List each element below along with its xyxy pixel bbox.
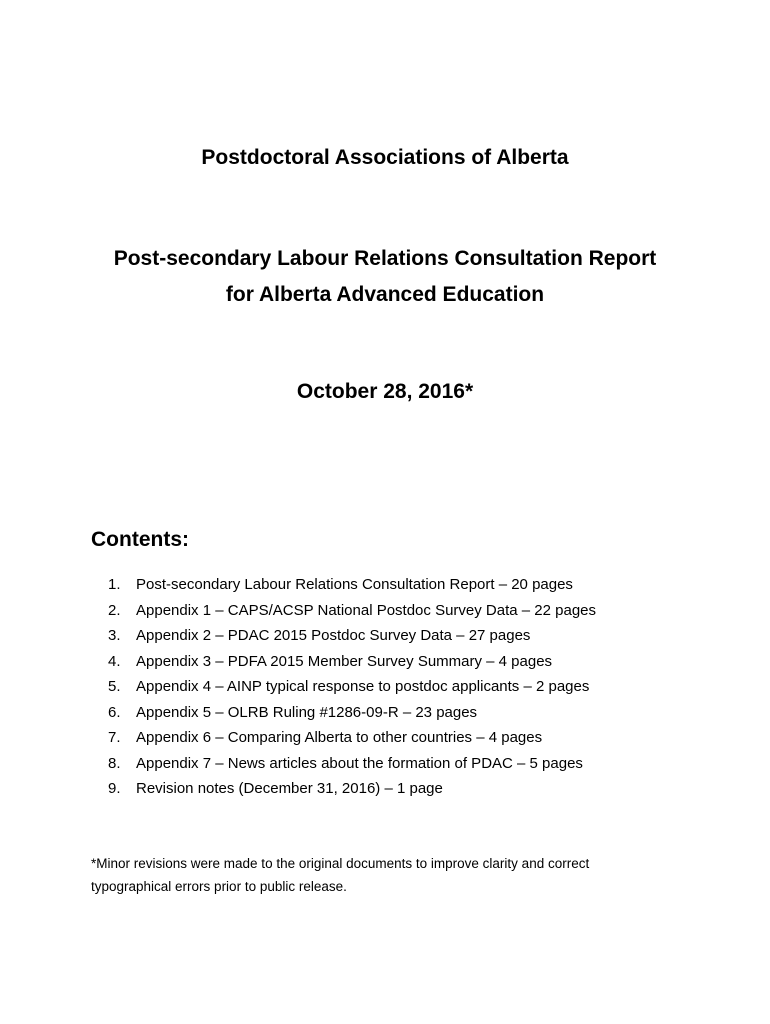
contents-item-number: 5.: [108, 678, 121, 695]
contents-item-number: 3.: [108, 627, 121, 644]
contents-item: [108, 623, 596, 649]
footnote-line-1: *Minor revisions were made to the original documents to improve clarity and correct: [91, 856, 590, 871]
contents-item-text: Appendix 7 – News articles about the formation of PDAC – 5 pages: [136, 754, 583, 772]
contents-item-text: Appendix 2 – PDAC 2015 Postdoc Survey Data – 27 pages: [136, 627, 531, 644]
contents-item-text: Appendix 5 – OLRB Ruling #1286-09-R – 23 pages: [136, 703, 478, 721]
revision-footnote: [91, 852, 651, 898]
contents-item-number: 8.: [108, 754, 121, 772]
contents-item-text: Appendix 3 – PDFA 2015 Member Survey Summary – 4 pages: [136, 652, 553, 670]
contents-item-text: Post-secondary Labour Relations Consultation Report – 20 pages: [136, 576, 573, 593]
contents-item-text: Revision notes (December 31, 2016) – 1 page: [136, 780, 443, 797]
report-title-line-1: Post-secondary Labour Relations Consultation Report: [113, 247, 657, 270]
contents-item-text: Appendix 6 – Comparing Alberta to other countries – 4 pages: [136, 729, 543, 746]
contents-item: [108, 674, 596, 700]
report-title: [0, 241, 770, 313]
report-date: October 28, 2016*: [296, 380, 474, 403]
contents-item: [108, 776, 596, 802]
contents-item-number: 7.: [108, 729, 121, 746]
contents-item-text: Appendix 1 – CAPS/ACSP National Postdoc Survey Data – 22 pages: [136, 601, 596, 619]
contents-item-number: 2.: [108, 601, 121, 619]
contents-item-number: 1.: [108, 576, 121, 593]
contents-item: [108, 725, 596, 751]
contents-item: [108, 751, 596, 777]
contents-item-number: 6.: [108, 703, 121, 721]
contents-item-number: 9.: [108, 780, 121, 797]
contents-item-number: 4.: [108, 652, 121, 670]
organization-title: Postdoctoral Associations of Alberta: [201, 146, 569, 169]
report-title-line-2: for Alberta Advanced Education: [225, 283, 545, 306]
contents-item: [108, 572, 596, 598]
contents-heading: Contents:: [91, 528, 189, 551]
contents-item-text: Appendix 4 – AINP typical response to postdoc applicants – 2 pages: [136, 678, 590, 695]
contents-list: [108, 572, 596, 802]
contents-item: [108, 649, 596, 675]
contents-item: [108, 700, 596, 726]
contents-item: [108, 598, 596, 624]
footnote-line-2: typographical errors prior to public release.: [91, 879, 347, 894]
